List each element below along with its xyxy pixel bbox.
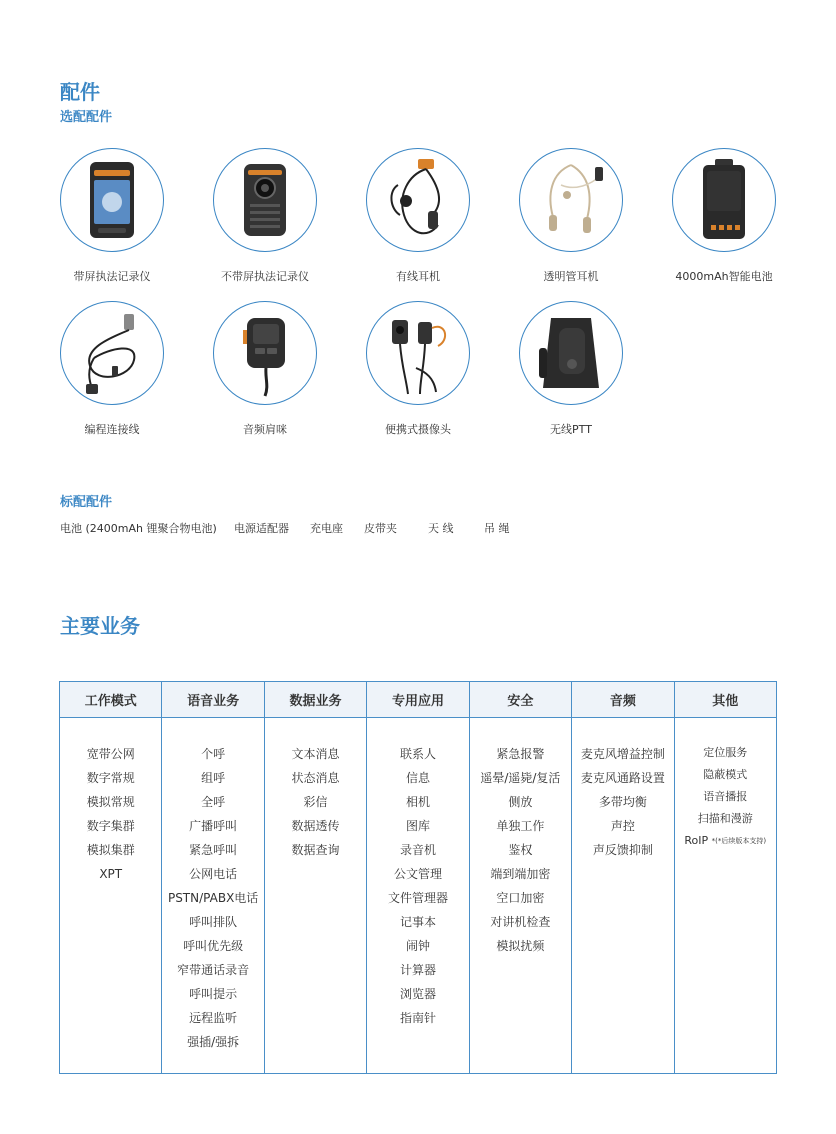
list-item: 公网电话: [189, 867, 238, 881]
standard-item: 电源适配器: [234, 522, 289, 535]
list-item: 计算器: [399, 963, 436, 977]
column-header: 工作模式: [60, 682, 162, 718]
accessory-item: [37, 148, 187, 284]
list-item: 数字集群: [86, 819, 135, 833]
list-item: 呼叫提示: [189, 987, 238, 1001]
accessory-item: [649, 148, 799, 284]
list-item: 声控: [610, 819, 635, 833]
accessory-item: [496, 148, 646, 284]
accessory-item: [190, 148, 340, 284]
accessory-label: 无线PTT: [550, 423, 592, 436]
list-item: 浏览器: [399, 987, 436, 1001]
list-item: 紧急呼叫: [189, 843, 238, 857]
list-item: 对讲机检查: [490, 915, 551, 929]
column-cell-audio: [572, 718, 674, 1074]
list-item: 侧放: [508, 795, 533, 809]
accessory-item: [37, 301, 187, 437]
list-item: 声反馈抑制: [592, 843, 653, 857]
list-item: 呼叫排队: [189, 915, 238, 929]
roip-note: *(*后续版本支持): [711, 837, 767, 845]
column-cell-other: [674, 718, 776, 1074]
list-item: 麦克风通路设置: [580, 771, 665, 785]
screen-body-camera-icon: [60, 148, 164, 252]
list-item-roip: [676, 830, 775, 852]
list-item: 语音播报: [703, 790, 748, 803]
accessory-item: [496, 301, 646, 437]
list-item: 遥晕/遥毙/复活: [480, 771, 561, 785]
standard-item: 充电座: [310, 522, 343, 535]
list-item: 闹钟: [405, 939, 430, 953]
list-item: 鉴权: [508, 843, 533, 857]
accessory-item: [190, 301, 340, 437]
accessory-label: 带屏执法记录仪: [73, 270, 151, 283]
list-item: 宽带公网: [86, 747, 135, 761]
programming-cable-icon: [60, 301, 164, 405]
list-item: 远程监听: [189, 1011, 238, 1025]
roip-label: RoIP: [684, 834, 709, 847]
list-item: 相机: [405, 795, 430, 809]
list-item: 紧急报警: [496, 747, 545, 761]
speaker-mic-icon: [213, 301, 317, 405]
list-item: 个呼: [201, 747, 226, 761]
list-item: 麦克风增益控制: [580, 747, 665, 761]
portable-camera-icon: [366, 301, 470, 405]
list-item: 扫描和漫游: [697, 812, 753, 825]
accessory-label: 有线耳机: [396, 270, 440, 283]
list-item: 强插/强拆: [187, 1035, 240, 1049]
list-item: XPT: [99, 867, 123, 881]
list-item: 端到端加密: [490, 867, 551, 881]
list-item: 数据查询: [291, 843, 340, 857]
list-item: 呼叫优先级: [183, 939, 244, 953]
services-title: 主要业务: [60, 614, 140, 638]
column-header: 语音业务: [162, 682, 264, 718]
list-item: 数据透传: [291, 819, 340, 833]
list-item: 指南针: [399, 1011, 436, 1025]
list-item: 数字常规: [86, 771, 135, 785]
column-header: 数据业务: [264, 682, 366, 718]
list-item: 联系人: [399, 747, 436, 761]
accessory-label: 音频肩咪: [243, 423, 287, 436]
accessory-label: 编程连接线: [84, 423, 140, 436]
accessory-item: [343, 148, 493, 284]
accessory-label: 不带屏执法记录仪: [221, 270, 309, 283]
acoustic-tube-earphone-icon: [519, 148, 623, 252]
wired-earphone-icon: [366, 148, 470, 252]
column-header: 专用应用: [367, 682, 469, 718]
list-item: 信息: [405, 771, 430, 785]
body-camera-icon: [213, 148, 317, 252]
column-header: 其他: [674, 682, 776, 718]
column-header: 安全: [469, 682, 571, 718]
standard-item: 天 线: [428, 522, 454, 535]
standard-item: 吊 绳: [484, 522, 510, 535]
list-item: 公文管理: [393, 867, 442, 881]
column-cell-voice: [162, 718, 264, 1074]
list-item: 多带均衡: [598, 795, 647, 809]
standard-item: 皮带夹: [364, 522, 397, 535]
list-item: 广播呼叫: [189, 819, 238, 833]
accessory-item: [343, 301, 493, 437]
list-item: 文件管理器: [387, 891, 448, 905]
accessories-title: 配件: [60, 80, 100, 104]
standard-accessories-title: 标配配件: [60, 495, 113, 510]
list-item: 全呼: [201, 795, 226, 809]
column-cell-security: [469, 718, 571, 1074]
list-item: 文本消息: [291, 747, 340, 761]
list-item: 窄带通话录音: [177, 963, 250, 977]
services-table: [59, 681, 777, 1074]
list-item: 定位服务: [703, 746, 748, 759]
list-item: 状态消息: [291, 771, 340, 785]
list-item: 彩信: [303, 795, 328, 809]
accessory-label: 便携式摄像头: [385, 423, 451, 436]
optional-accessories-title: 选配配件: [60, 110, 113, 125]
battery-icon: [672, 148, 776, 252]
list-item: PSTN/PABX电话: [167, 891, 259, 905]
list-item: 组呼: [201, 771, 226, 785]
list-item: 空口加密: [496, 891, 545, 905]
column-cell-work-modes: [60, 718, 162, 1074]
column-header: 音频: [572, 682, 674, 718]
column-cell-apps: [367, 718, 469, 1074]
list-item: 模拟常规: [86, 795, 135, 809]
wireless-ptt-icon: [519, 301, 623, 405]
list-item: 模拟集群: [86, 843, 135, 857]
list-item: 录音机: [399, 843, 436, 857]
list-item: 图库: [405, 819, 430, 833]
list-item: 模拟扰频: [496, 939, 545, 953]
column-cell-data: [264, 718, 366, 1074]
list-item: 单独工作: [496, 819, 545, 833]
accessory-label: 4000mAh智能电池: [675, 270, 773, 283]
standard-item: 电池 (2400mAh 锂聚合物电池): [60, 522, 217, 535]
list-item: 记事本: [399, 915, 436, 929]
list-item: 隐蔽模式: [703, 768, 748, 781]
accessory-label: 透明管耳机: [543, 270, 599, 283]
